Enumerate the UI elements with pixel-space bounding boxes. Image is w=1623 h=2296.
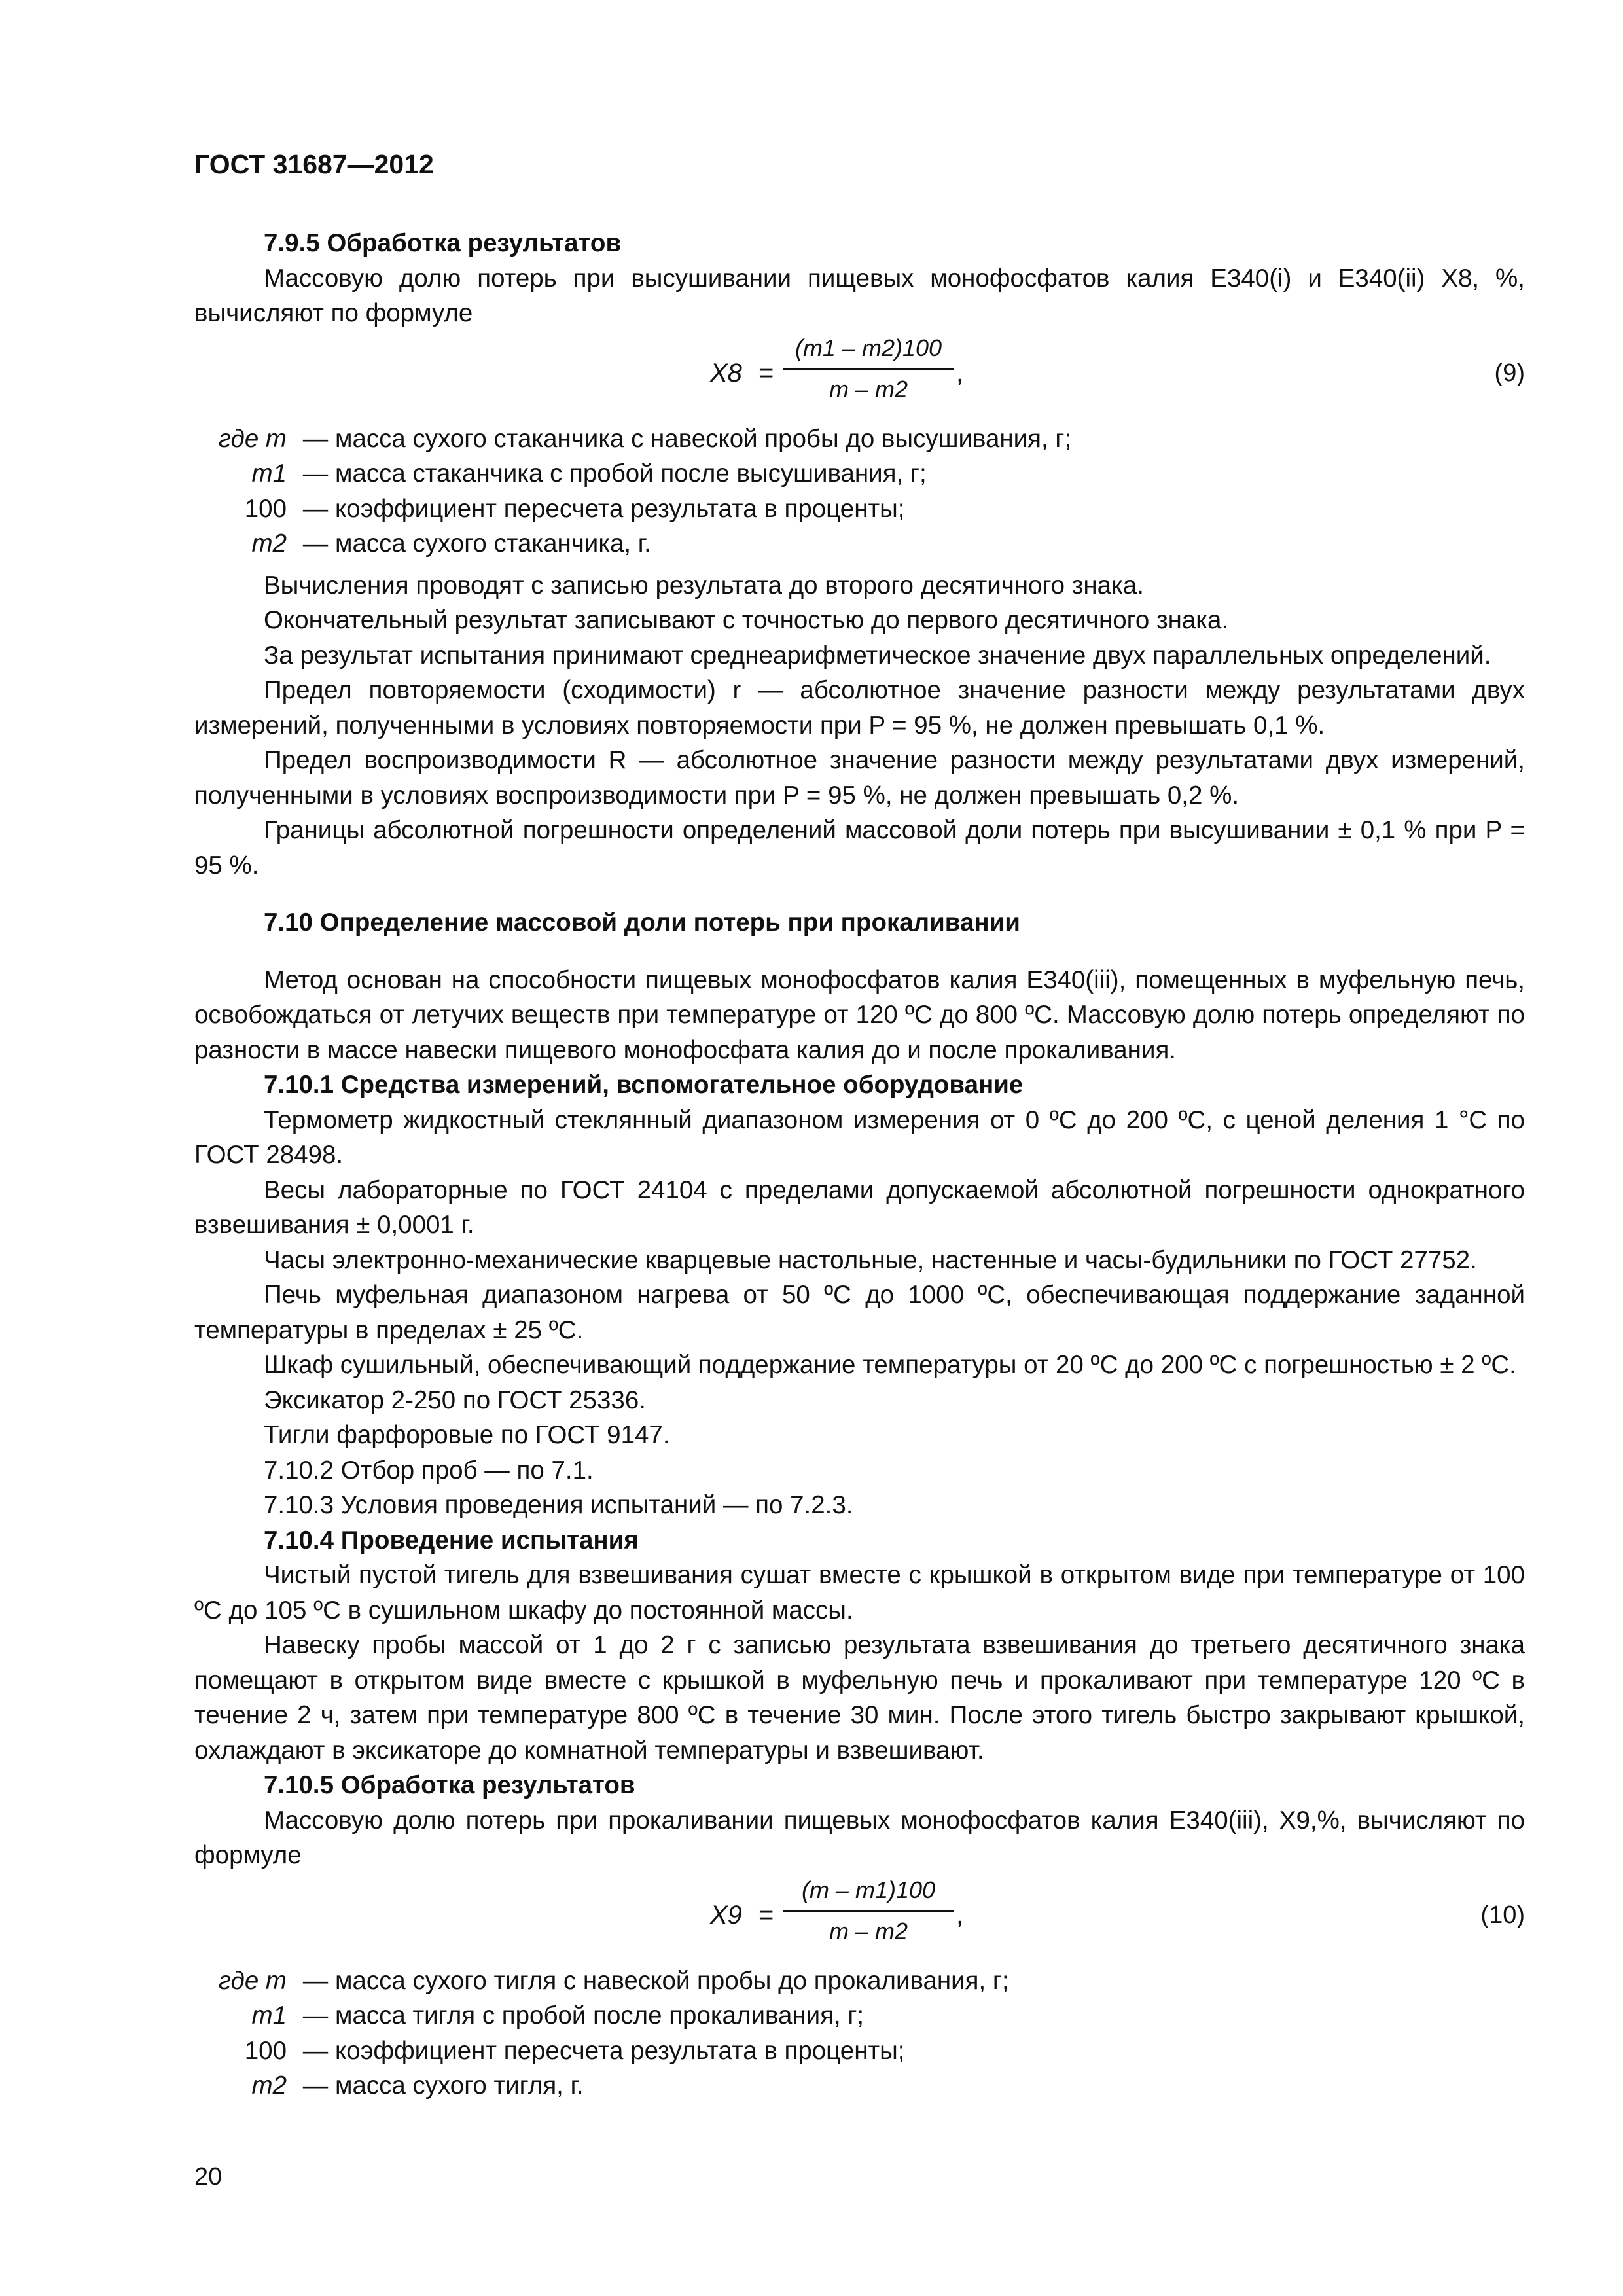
section-7-10-2: 7.10.2 Отбор проб — по 7.1. xyxy=(264,1456,594,1484)
equipment-item: Часы электронно-механические кварцевые настольные, настенные и часы-будильники по ГОСТ 27752. xyxy=(264,1246,1477,1274)
where-list-9 xyxy=(194,422,1525,562)
document-page xyxy=(194,0,1525,2296)
equipment-item: Термометр жидкостный стеклянный диапазоном измерения от 0 ºС до 200 ºС, с ценой деления 1 °С по ГОСТ 28498. xyxy=(194,1105,1525,1169)
formula-intro-10: Массовую долю потерь при прокаливании пищевых монофосфатов калия E340(iii), X9,%, вычисляют по формуле xyxy=(194,1806,1525,1869)
section-7-10-3: 7.10.3 Условия проведения испытаний — по 7.2.3. xyxy=(264,1491,853,1519)
method-paragraph: Метод основан на способности пищевых монофосфатов калия E340(iii), помещенных в муфельную печь, освобождаться от летучих веществ при температуре от 120 ºС до 800 ºС. Массовую долю потерь определяют по разности в массе навески пищевого монофосфата калия до и после прокаливания. xyxy=(194,965,1525,1064)
where-dash: — xyxy=(302,2001,329,2030)
formula-10-number: (10) xyxy=(1480,1901,1525,1929)
paragraph: Предел повторяемости (сходимости) r — абсолютное значение разности между результатами двух измерений, полученными в условиях повторяемости при P = 95 %, не должен превышать 0,1 %. xyxy=(194,676,1525,740)
equipment-item: Шкаф сушильный, обеспечивающий поддержание температуры от 20 ºС до 200 ºС с погрешностью ± 2 ºС. xyxy=(264,1351,1516,1379)
where-dash: — xyxy=(302,2036,329,2065)
procedure-paragraph: Навеску пробы массой от 1 до 2 г с записью результата взвешивания до третьего десятичного знака помещают в открытом виде вместе с крышкой в муфельную печь и прокаливают при температуре 120 ºС в течение 2 ч, затем при температуре 800 ºС в течение 30 мин. После этого тигель быстро закрывают крышкой, охлаждают в эксикаторе до комнатной температуры и взвешивают. xyxy=(194,1631,1525,1765)
page-number: 20 xyxy=(194,2163,223,2191)
where-dash: — xyxy=(302,1966,329,1995)
formula-9-lhs: X8 xyxy=(710,358,742,387)
equipment-item: Тигли фарфоровые по ГОСТ 9147. xyxy=(264,1421,670,1449)
formula-10-comma: , xyxy=(956,1900,964,1929)
standard-header: ГОСТ 31687—2012 xyxy=(194,149,434,179)
paragraph: Границы абсолютной погрешности определений массовой доли потерь при высушивании ± 0,1 % при P = 95 %. xyxy=(194,816,1525,880)
where-symbol: 100 xyxy=(244,494,287,523)
formula-10-equals: = xyxy=(758,1900,774,1929)
where-list-10 xyxy=(194,1964,1525,2104)
equipment-item: Печь муфельная диапазоном нагрева от 50 ºС до 1000 ºС, обеспечивающая поддержание заданной температуры в пределах ± 25 ºС. xyxy=(194,1281,1525,1344)
equipment-item: Эксикатор 2-250 по ГОСТ 25336. xyxy=(264,1386,646,1414)
formula-9-numerator: (m1 – m2)100 xyxy=(794,334,942,361)
where-dash: — xyxy=(302,494,329,523)
where-symbol: m1 xyxy=(251,459,287,488)
where-dash: — xyxy=(302,2072,329,2100)
formula-9 xyxy=(194,331,1525,415)
equipment-item: Весы лабораторные по ГОСТ 24104 с пределами допускаемой абсолютной погрешности однократного взвешивания ± 0,0001 г. xyxy=(194,1175,1525,1239)
where-dash: — xyxy=(302,459,329,488)
formula-10-lhs: X9 xyxy=(710,1900,742,1929)
where-text: масса сухого тигля, г. xyxy=(335,2072,584,2100)
heading-7-10-1: 7.10.1 Средства измерений, вспомогательное оборудование xyxy=(264,1071,1024,1099)
heading-7-10-4: 7.10.4 Проведение испытания xyxy=(264,1526,639,1554)
where-text: масса сухого тигля с навеской пробы до прокаливания, г; xyxy=(335,1966,1009,1995)
formula-9-equals: = xyxy=(758,358,774,387)
where-symbol: где m xyxy=(218,1966,287,1995)
heading-7-10: 7.10 Определение массовой доли потерь при прокаливании xyxy=(264,908,1020,937)
formula-intro-9: Массовую долю потерь при высушивании пищевых монофосфатов калия E340(i) и E340(ii) X8, %, вычисляют по формуле xyxy=(194,264,1525,327)
where-symbol: где m xyxy=(218,424,287,453)
where-symbol: 100 xyxy=(244,2036,287,2065)
formula-9-number: (9) xyxy=(1494,359,1525,387)
formula-10-denominator: m – m2 xyxy=(829,1917,908,1945)
where-text: масса сухого стаканчика с навеской пробы до высушивания, г; xyxy=(335,424,1072,453)
formula-10-bar xyxy=(783,1910,954,1912)
where-text: масса сухого стаканчика, г. xyxy=(335,529,651,558)
where-text: коэффициент пересчета результата в проценты; xyxy=(335,494,905,523)
formula-9-comma: , xyxy=(956,358,964,387)
where-dash: — xyxy=(302,424,329,453)
where-dash: — xyxy=(302,529,329,558)
formula-10 xyxy=(194,1873,1525,1957)
where-symbol: m1 xyxy=(251,2001,287,2030)
formula-9-fraction xyxy=(783,331,954,406)
heading-7-10-5: 7.10.5 Обработка результатов xyxy=(264,1771,635,1799)
document-body xyxy=(194,226,1525,2110)
paragraph: Окончательный результат записывают с точностью до первого десятичного знака. xyxy=(264,606,1229,634)
paragraph: Вычисления проводят с записью результата до второго десятичного знака. xyxy=(264,571,1144,600)
where-text: коэффициент пересчета результата в проценты; xyxy=(335,2036,905,2065)
where-text: масса стаканчика с пробой после высушивания, г; xyxy=(335,459,927,488)
heading-7-9-5: 7.9.5 Обработка результатов xyxy=(264,229,622,257)
formula-10-fraction xyxy=(783,1873,954,1948)
paragraph: За результат испытания принимают среднеарифметическое значение двух параллельных определений. xyxy=(264,641,1491,670)
where-text: масса тигля с пробой после прокаливания, г; xyxy=(335,2001,865,2030)
formula-9-denominator: m – m2 xyxy=(829,375,908,403)
paragraph: Предел воспроизводимости R — абсолютное значение разности между результатами двух измерений, полученными в условиях воспроизводимости при P = 95 %, не должен превышать 0,2 %. xyxy=(194,746,1525,810)
where-symbol: m2 xyxy=(251,2072,287,2100)
formula-9-bar xyxy=(783,368,954,370)
formula-10-numerator: (m – m1)100 xyxy=(801,1876,936,1903)
procedure-paragraph: Чистый пустой тигель для взвешивания сушат вместе с крышкой в открытом виде при температуре от 100 ºС до 105 ºС в сушильном шкафу до постоянной массы. xyxy=(194,1561,1525,1624)
where-symbol: m2 xyxy=(251,529,287,558)
